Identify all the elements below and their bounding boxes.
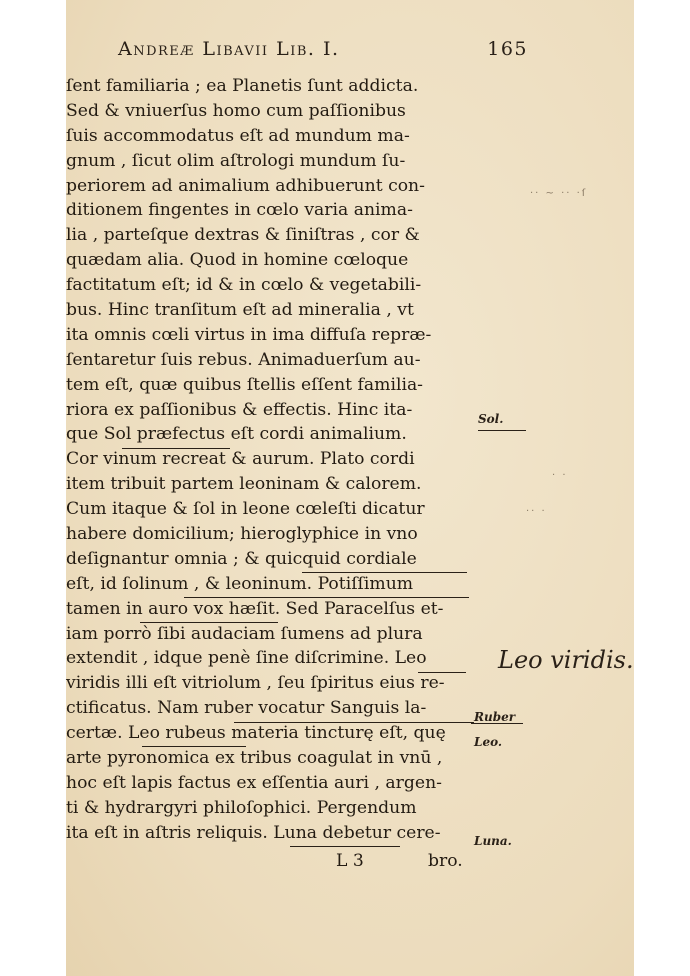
text-line-3: ſuis accommodatus eſt ad mundum ma-	[66, 125, 410, 146]
underline-leo-rubeus	[142, 746, 246, 747]
faint-marginal-mark: · ·	[552, 470, 568, 481]
catchword: bro.	[428, 851, 463, 871]
text-line-22: tamen in auro vox hæſit. Sed Paracelſus et-	[66, 598, 444, 619]
marginal-note-ruber: Ruber	[474, 710, 516, 724]
signature-mark: L 3	[336, 851, 364, 871]
text-line-28: arte pyronomica ex tribus coagulat in vnū ,	[66, 748, 443, 769]
body-text	[66, 74, 476, 846]
text-line-10: bus. Hinc tranſitum eſt ad mineralia , vt	[66, 300, 414, 321]
faint-marginal-mark-2: ·· ·	[526, 506, 547, 517]
page-footer	[336, 851, 463, 871]
text-line-11: ita omnis cœli virtus in ima diffuſa repræ-	[66, 324, 432, 345]
underline-leo	[418, 672, 466, 673]
marginal-note-sol: Sol.	[478, 412, 504, 426]
underline-in-auro	[140, 622, 278, 623]
page-number: 165	[487, 38, 528, 60]
text-line-24: extendit , idque penè ſine diſcrimine. Leo	[66, 648, 427, 669]
text-line-13: tem eſt, quæ quibus ſtellis eſſent familia-	[66, 374, 423, 395]
underline-luna-debetur	[290, 846, 400, 847]
text-line-21: eſt, id ſolinum , & leoninum. Potiſſimum	[66, 573, 414, 594]
text-line-17: item tribuit partem leoninam & calorem.	[66, 474, 422, 495]
text-line-30: ti & hydrargyri philoſophici. Pergendum	[66, 797, 417, 818]
text-line-19: habere domicilium; hieroglyphice in vno	[66, 524, 418, 545]
marginal-note-leo-viridis: Leo viridis.	[498, 646, 634, 674]
text-line-26: ctificatus. Nam ruber vocatur Sanguis la-	[66, 698, 427, 719]
marginal-note-luna: Luna.	[474, 834, 512, 848]
margin-rule-sol	[478, 430, 526, 431]
text-line-6: ditionem fingentes in cœlo varia anima-	[66, 200, 413, 221]
running-header	[118, 38, 528, 60]
underline-sol-praefectus	[122, 448, 230, 449]
text-line-5: periorem ad animalium adhibuerunt con-	[66, 175, 425, 196]
text-line-14: riora ex paſſionibus & effectis. Hinc ita-	[66, 399, 413, 420]
text-line-27: certæ. Leo rubeus materia tincturę eſt, quę	[66, 723, 446, 744]
text-line-9: factitatum eſt; id & in cœlo & vegetabili-	[66, 275, 422, 296]
text-line-23: iam porrò ſibi audaciam ſumens ad plura	[66, 623, 423, 644]
running-title: Andreæ Libavii Lib. I.	[118, 38, 340, 60]
faint-marginal-scribble: ·· ~ ·· ·ſ	[530, 188, 588, 199]
text-line-20: deſignantur omnia ; & quicquid cordiale	[66, 548, 417, 569]
underline-ruber-vocatur	[234, 722, 474, 723]
text-line-25: viridis illi eſt vitriolum , ſeu ſpiritus eius re-	[66, 673, 445, 694]
book-page	[66, 0, 634, 976]
text-line-16: Cor vinum recreat & aurum. Plato cordi	[66, 449, 415, 470]
underline-quicquid-cordiale	[302, 572, 467, 573]
text-line-12: ſentaretur ſuis rebus. Animaduerſum au-	[66, 349, 421, 370]
text-line-7: lia , parteſque dextras & ſiniſtras , cor &	[66, 225, 420, 246]
text-line-4: gnum , ſicut olim aſtrologi mundum ſu-	[66, 150, 406, 171]
text-line-15: que Sol præfectus eſt cordi animalium.	[66, 424, 407, 445]
text-line-8: quædam alia. Quod in homine cœloque	[66, 250, 409, 271]
marginal-note-leo: Leo.	[474, 735, 503, 749]
text-line-1: ſent familiaria ; ea Planetis ſunt addicta.	[66, 76, 419, 96]
text-line-31: ita eſt in aſtris reliquis. Luna debetur cere-	[66, 822, 441, 843]
text-line-18: Cum itaque & ſol in leone cœleſti dicatur	[66, 499, 425, 520]
text-line-2: Sed & vniuerſus homo cum paſſionibus	[66, 100, 406, 121]
underline-leoninum-potissimum	[184, 597, 469, 598]
text-line-29: hoc eſt lapis factus ex eſſentia auri , argen-	[66, 772, 442, 793]
